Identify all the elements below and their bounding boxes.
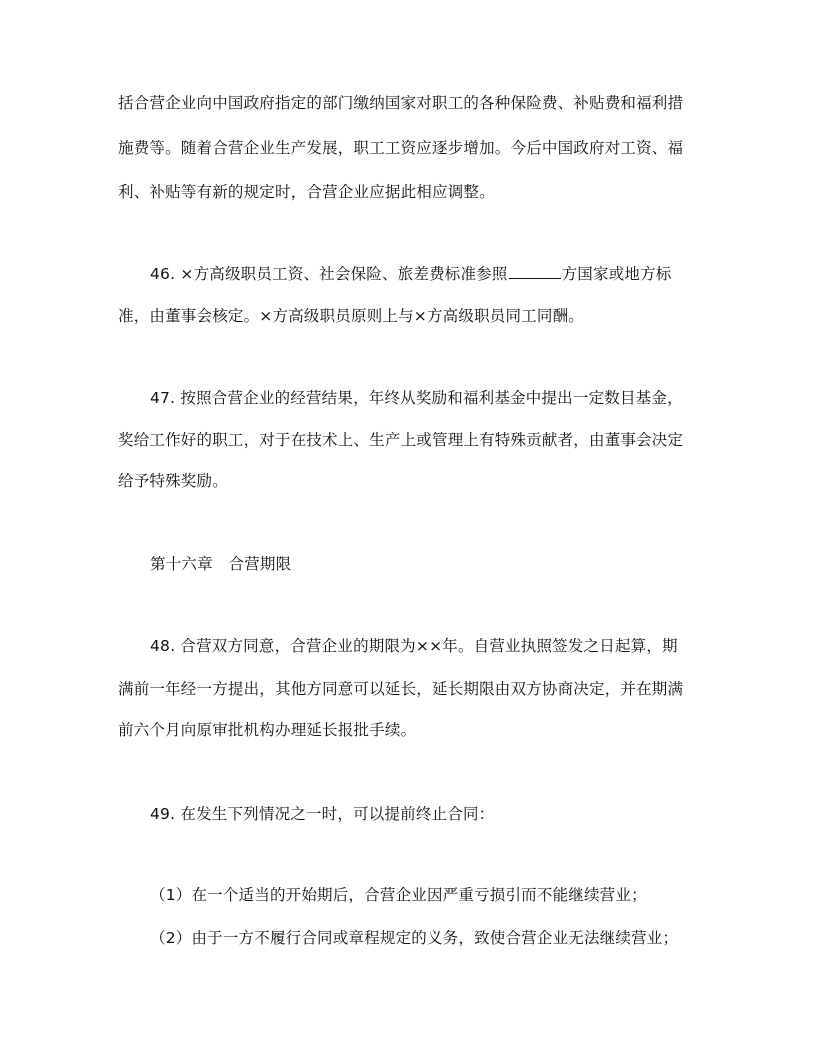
list-item: （2）由于一方不履行合同或章程规定的义务，致使合营企业无法继续营业； (150, 929, 679, 947)
article-49-intro: 49. 在发生下列情况之一时，可以提前终止合同： (150, 805, 495, 823)
paragraph-line: 利、补贴等有新的规定时，合营企业应据此相应调整。 (118, 183, 495, 201)
chapter-title: 第十六章 合营期限 (150, 555, 292, 573)
article-47-line-3: 给予特殊奖励。 (118, 472, 228, 490)
list-item: （1）在一个适当的开始期后，合营企业因严重亏损引而不能继续营业； (150, 886, 647, 904)
article-46-line-1 (150, 263, 710, 284)
article-47-line-2: 奖给工作好的职工，对于在技术上、生产上或管理上有特殊贡献者，由董事会决定 (118, 431, 684, 449)
fill-in-blank (509, 263, 561, 279)
article-48-line-1: 48. 合营双方同意，合营企业的期限为××年。自营业执照签发之日起算，期 (150, 637, 678, 655)
paragraph-line: 施费等。随着合营企业生产发展，职工工资应逐步增加。今后中国政府对工资、福 (118, 139, 684, 157)
article-47-line-1: 47. 按照合营企业的经营结果，年终从奖励和福利基金中提出一定数目基金， (150, 389, 683, 407)
article-46-line-2: 准，由董事会核定。×方高级职员原则上与×方高级职员同工同酬。 (118, 307, 584, 325)
article-48-line-2: 满前一年经一方提出，其他方同意可以延长，延长期限由双方协商决定，并在期满 (118, 680, 684, 698)
article-46-text-after: 方国家或地方标 (561, 265, 672, 283)
article-48-line-3: 前六个月向原审批机构办理延长报批手续。 (118, 721, 417, 739)
paragraph-line: 括合营企业向中国政府指定的部门缴纳国家对职工的各种保险费、补贴费和福利措 (118, 94, 684, 112)
article-46-text-before: 46. ×方高级职员工资、社会保险、旅差费标准参照 (150, 265, 508, 283)
